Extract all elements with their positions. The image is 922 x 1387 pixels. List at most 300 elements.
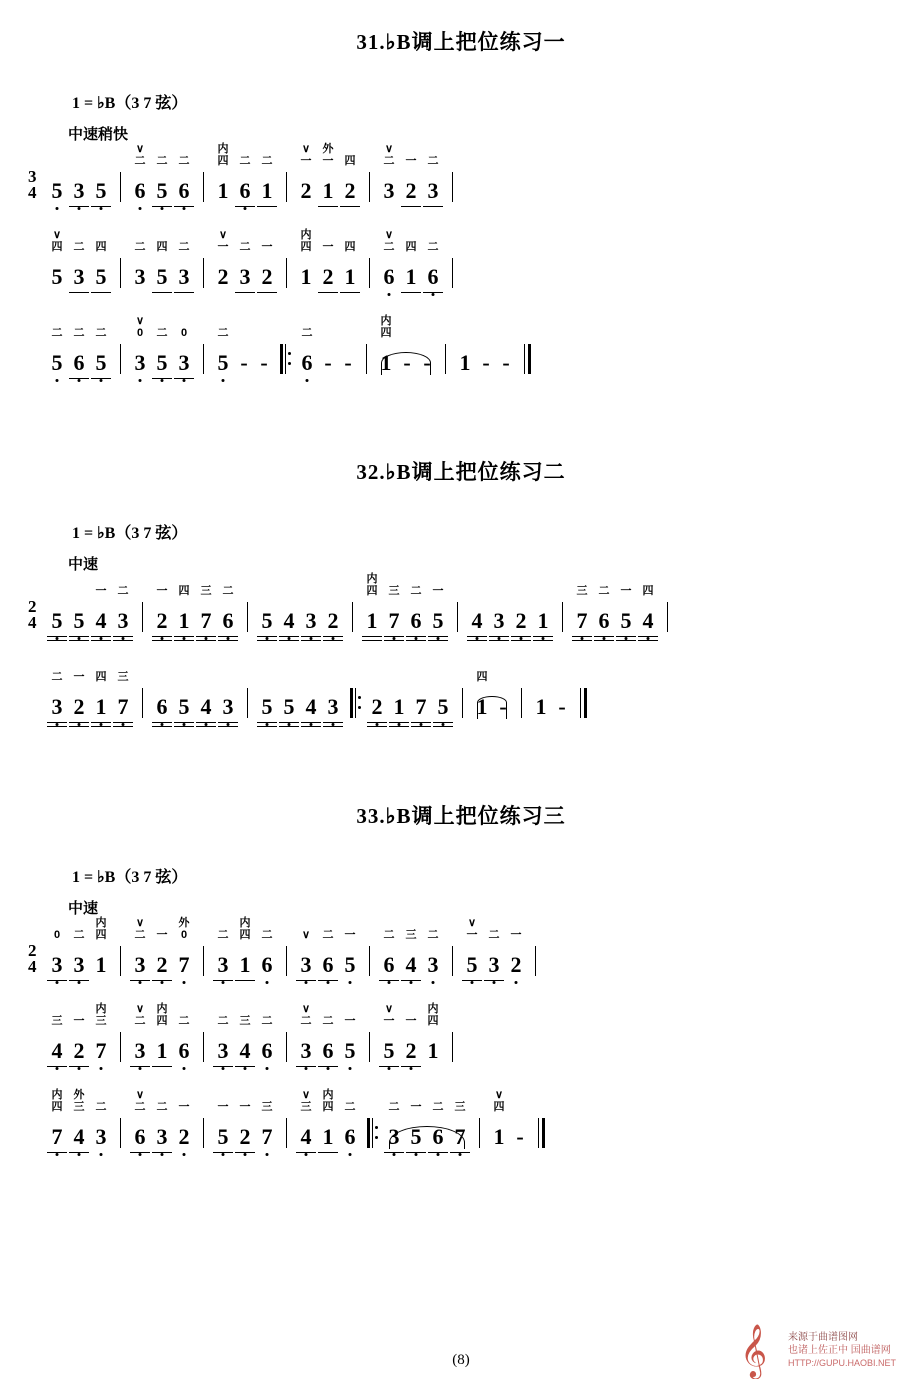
measure (129, 315, 195, 376)
note-glyph: 7 (200, 608, 212, 633)
fingering-mark: 二 (598, 585, 610, 597)
note (90, 1101, 112, 1150)
barline (203, 172, 204, 202)
note-glyph: 6 (239, 178, 251, 203)
measure (151, 585, 239, 634)
note (173, 241, 195, 290)
note (151, 1003, 173, 1064)
note-glyph: 5 (383, 1038, 395, 1063)
fingering-mark: 一 (178, 1101, 190, 1113)
fingering-mark: 二 (261, 929, 273, 941)
fingering-mark: ∨ (135, 1089, 145, 1101)
measure (530, 694, 572, 720)
fingering-mark: 一 (217, 1101, 229, 1113)
note (212, 229, 234, 290)
note-glyph: 3 (134, 264, 146, 289)
fingering-mark: 一 (432, 585, 444, 597)
staff-line (0, 1089, 922, 1150)
note-glyph: 5 (95, 350, 107, 375)
note (530, 694, 552, 720)
note (90, 1003, 112, 1064)
note (68, 241, 90, 290)
fingering-mark: 四 (217, 155, 229, 167)
note (46, 671, 68, 720)
note (466, 608, 488, 634)
note-glyph: 6 (261, 952, 273, 977)
note-glyph: 2 (73, 1038, 85, 1063)
barline (203, 1118, 204, 1148)
note (454, 350, 476, 376)
note-glyph: 5 (437, 694, 449, 719)
barline (286, 1032, 287, 1062)
note-glyph: 5 (73, 608, 85, 633)
note-glyph: 5 (156, 350, 168, 375)
fingering-mark: 内 (95, 917, 107, 929)
score-section (0, 456, 922, 766)
note-glyph: 4 (200, 694, 212, 719)
barline (203, 344, 204, 374)
note (378, 1003, 400, 1064)
time-signature (28, 164, 44, 204)
note-glyph: 6 (427, 264, 439, 289)
fingering-mark: ∨ (494, 1089, 504, 1101)
note-glyph: 6 (322, 952, 334, 977)
note-glyph: 5 (217, 1124, 229, 1149)
fingering-mark: ∨ (218, 229, 228, 241)
note (173, 327, 195, 376)
measure (129, 1089, 195, 1150)
note-dash: - (516, 1124, 524, 1149)
note (295, 143, 317, 204)
note-glyph: 2 (73, 694, 85, 719)
note (90, 585, 112, 634)
note (400, 241, 422, 290)
note-glyph: 3 (178, 264, 190, 289)
staff-gap (0, 720, 922, 748)
staff-gap (0, 634, 922, 662)
note (488, 608, 510, 634)
fingering-mark: 二 (222, 585, 234, 597)
measure (378, 1003, 444, 1064)
note (300, 608, 322, 634)
note (129, 241, 151, 290)
key-signature: 1 = ♭B（3 7 弦） (72, 525, 188, 542)
note-glyph: 6 (261, 1038, 273, 1063)
barline (142, 602, 143, 632)
measure (46, 671, 134, 720)
note-glyph: 1 (322, 1124, 334, 1149)
fingering-mark: 二 (178, 1015, 190, 1027)
note (68, 1015, 90, 1064)
note-glyph: 1 (344, 264, 356, 289)
note-glyph: 7 (454, 1124, 466, 1149)
note-glyph: 1 (366, 608, 378, 633)
fingering-mark: 一 (383, 1015, 395, 1027)
note-glyph: 3 (95, 1124, 107, 1149)
note-glyph: 2 (156, 952, 168, 977)
note (68, 608, 90, 634)
note (615, 585, 637, 634)
fingering-mark: ∨ (301, 929, 311, 941)
note-glyph: 3 (51, 952, 63, 977)
barline (247, 688, 248, 718)
note-glyph: 5 (466, 952, 478, 977)
fingering-mark: 二 (432, 1101, 444, 1113)
time-signature (28, 938, 44, 978)
note (234, 241, 256, 290)
tempo-marking: 中速 (68, 900, 99, 917)
measure (129, 241, 195, 290)
note-glyph: 1 (535, 694, 547, 719)
note-glyph: 3 (134, 952, 146, 977)
fingering-mark: 一 (410, 1101, 422, 1113)
staff-line (0, 662, 922, 720)
measure (375, 315, 437, 376)
fingering-mark: 三 (261, 1101, 273, 1113)
time-signature-numerator: 2 (28, 597, 37, 616)
note-glyph: 3 (383, 178, 395, 203)
fingering-mark: 三 (388, 585, 400, 597)
barline (120, 258, 121, 288)
measure (46, 917, 112, 978)
note-glyph: 1 (393, 694, 405, 719)
note (461, 917, 483, 978)
measure (212, 229, 278, 290)
note-dash: - (324, 350, 332, 375)
note (339, 1101, 361, 1150)
note (422, 929, 444, 978)
note (46, 929, 68, 978)
watermark-line-3: HTTP://GUPU.HAOBI.NET (788, 1358, 897, 1368)
fingering-mark: 二 (410, 585, 422, 597)
staff-line (0, 315, 922, 376)
note-glyph: 5 (217, 350, 229, 375)
watermark-line-2: 也诸上佐正中 国曲谱网 (788, 1345, 891, 1356)
note (129, 1003, 151, 1064)
fingering-mark: 二 (178, 241, 190, 253)
fingering-mark: ∨ (301, 143, 311, 155)
fingering-mark: 四 (493, 1101, 505, 1113)
note (256, 929, 278, 978)
note (488, 1089, 510, 1150)
fingering-mark: 二 (134, 929, 146, 941)
note-glyph: 6 (344, 1124, 356, 1149)
measure (378, 229, 444, 290)
fingering-mark: 内 (239, 917, 251, 929)
fingering-mark: 四 (95, 241, 107, 253)
barline (452, 946, 453, 976)
note (532, 608, 554, 634)
note (90, 917, 112, 978)
fingering-mark: 三 (405, 929, 417, 941)
note (212, 1101, 234, 1150)
note-glyph: 3 (427, 952, 439, 977)
fingering-mark: 二 (134, 1015, 146, 1027)
measure (256, 694, 344, 720)
fingering-mark: 二 (322, 929, 334, 941)
fingering-mark: 一 (344, 1015, 356, 1027)
note (234, 1015, 256, 1064)
sheet-music-page (0, 26, 922, 1387)
note (296, 327, 318, 376)
note (151, 155, 173, 204)
fingering-mark: 三 (200, 585, 212, 597)
barline (286, 172, 287, 202)
fingering-mark: 四 (380, 327, 392, 339)
fingering-mark: 二 (427, 241, 439, 253)
note-glyph: 1 (95, 694, 107, 719)
staff-gap (0, 290, 922, 318)
barline (203, 1032, 204, 1062)
key-signature: 1 = ♭B（3 7 弦） (72, 869, 188, 886)
note-glyph: 2 (515, 608, 527, 633)
note (234, 1101, 256, 1150)
note (217, 585, 239, 634)
fingering-mark: 内 (156, 1003, 168, 1015)
note-glyph: 5 (283, 694, 295, 719)
measure (454, 350, 516, 376)
note (339, 155, 361, 204)
repeat-sign (280, 344, 290, 374)
note (637, 585, 659, 634)
measure (295, 229, 361, 290)
note-glyph: 2 (405, 1038, 417, 1063)
note (90, 178, 112, 204)
measure (256, 608, 344, 634)
note-glyph: 6 (156, 694, 168, 719)
note-glyph: 2 (371, 694, 383, 719)
measure (212, 917, 278, 978)
fingering-mark: 二 (488, 929, 500, 941)
note (322, 694, 344, 720)
fingering-mark: 四 (322, 1101, 334, 1113)
note-dash: - (499, 694, 507, 719)
note (195, 694, 217, 720)
staff-row (0, 573, 922, 634)
note (405, 585, 427, 634)
score-content (0, 26, 922, 1196)
note (90, 671, 112, 720)
barline (352, 602, 353, 632)
note-glyph: 5 (344, 1038, 356, 1063)
fingering-mark: 内 (217, 143, 229, 155)
fingering-mark: 二 (261, 1015, 273, 1027)
note-glyph: 7 (51, 1124, 63, 1149)
measure (488, 1089, 530, 1150)
note (383, 585, 405, 634)
note-glyph: 3 (134, 1038, 146, 1063)
fingering-mark: 二 (427, 929, 439, 941)
note-glyph: 1 (405, 264, 417, 289)
key-signature: 1 = ♭B（3 7 弦） (72, 95, 188, 112)
note-glyph: 5 (261, 694, 273, 719)
fingering-mark: ∨ (135, 917, 145, 929)
barline (369, 1032, 370, 1062)
note (295, 1003, 317, 1064)
fingering-mark: 二 (117, 585, 129, 597)
note (173, 694, 195, 720)
fingering-mark: 内 (427, 1003, 439, 1015)
note-glyph: 3 (178, 350, 190, 375)
section-title: 33.♭B调上把位练习三 (356, 804, 566, 828)
note-glyph: 2 (322, 264, 334, 289)
note (400, 929, 422, 978)
fingering-mark: 一 (405, 1015, 417, 1027)
barline (366, 344, 367, 374)
time-signature (28, 594, 44, 634)
fingering-mark: 一 (322, 155, 334, 167)
measure (212, 1015, 278, 1064)
note-glyph: 1 (300, 264, 312, 289)
note-glyph: 4 (300, 1124, 312, 1149)
note-glyph: 2 (156, 608, 168, 633)
note (212, 1015, 234, 1064)
note-glyph: 2 (344, 178, 356, 203)
fingering-mark: 0 (136, 327, 144, 339)
note (317, 929, 339, 978)
staff-row (0, 662, 922, 720)
note (256, 155, 278, 204)
note-glyph: 7 (576, 608, 588, 633)
note-glyph: 4 (73, 1124, 85, 1149)
fingering-mark: 二 (51, 327, 63, 339)
measure (295, 1003, 361, 1064)
note-glyph: 4 (95, 608, 107, 633)
note-glyph: 2 (300, 178, 312, 203)
note (68, 1089, 90, 1150)
fingering-mark: 四 (476, 671, 488, 683)
barline (445, 344, 446, 374)
barline (286, 258, 287, 288)
note (256, 608, 278, 634)
note (46, 229, 68, 290)
fingering-mark: ∨ (135, 1003, 145, 1015)
note-glyph: 2 (327, 608, 339, 633)
note (432, 694, 454, 720)
note-glyph: 6 (134, 1124, 146, 1149)
fingering-mark: 一 (510, 929, 522, 941)
note-dash: - (344, 350, 352, 375)
note (173, 917, 195, 978)
measure (212, 143, 278, 204)
fingering-mark: 二 (383, 929, 395, 941)
note-glyph: 5 (156, 264, 168, 289)
note-glyph: 1 (239, 952, 251, 977)
page-number: (8) (452, 1352, 470, 1368)
measure (212, 1101, 278, 1150)
note-glyph: 6 (383, 264, 395, 289)
time-signature-numerator: 2 (28, 941, 37, 960)
note-glyph: 1 (156, 1038, 168, 1063)
fingering-mark: 四 (51, 1101, 63, 1113)
fingering-mark: 二 (300, 1015, 312, 1027)
fingering-mark: 一 (344, 929, 356, 941)
fingering-mark: 四 (95, 929, 107, 941)
staff-row (0, 917, 922, 978)
barline (203, 258, 204, 288)
fingering-mark: 三 (454, 1101, 466, 1113)
note (400, 155, 422, 204)
note-glyph: 2 (239, 1124, 251, 1149)
note (212, 327, 234, 376)
note (68, 327, 90, 376)
fingering-mark: 四 (95, 671, 107, 683)
fingering-mark: 二 (156, 155, 168, 167)
barline (120, 1118, 121, 1148)
fingering-mark: 一 (405, 155, 417, 167)
note-glyph: 3 (300, 952, 312, 977)
staff-row (0, 1003, 922, 1064)
fingering-mark: ∨ (384, 229, 394, 241)
note (295, 229, 317, 290)
note (510, 608, 532, 634)
barline (286, 1118, 287, 1148)
note (295, 929, 317, 978)
fingering-mark: 二 (388, 1101, 400, 1113)
note-glyph: 5 (344, 952, 356, 977)
note-glyph: 5 (432, 608, 444, 633)
fingering-mark: 一 (322, 241, 334, 253)
note-glyph: 4 (471, 608, 483, 633)
note-glyph: 7 (415, 694, 427, 719)
staff-line (0, 143, 922, 204)
note-glyph: 4 (239, 1038, 251, 1063)
measure (212, 327, 274, 376)
note (90, 241, 112, 290)
repeat-sign (367, 1118, 377, 1148)
fingering-mark: 四 (51, 241, 63, 253)
note-glyph: 1 (261, 178, 273, 203)
measure (295, 143, 361, 204)
fingering-mark: 三 (73, 1101, 85, 1113)
note-dash: - (403, 350, 411, 375)
fingering-mark: 二 (95, 327, 107, 339)
final-barline (524, 344, 532, 374)
watermark (734, 1323, 914, 1379)
note-glyph: 6 (134, 178, 146, 203)
note-glyph: 3 (493, 608, 505, 633)
measure (46, 178, 112, 204)
note (366, 694, 388, 720)
note-glyph: 3 (427, 178, 439, 203)
note-glyph: 5 (51, 608, 63, 633)
measure (129, 917, 195, 978)
note (505, 929, 527, 978)
fingering-mark: 四 (156, 1015, 168, 1027)
note (400, 1015, 422, 1064)
fingering-mark: 二 (383, 155, 395, 167)
note-glyph: 6 (178, 1038, 190, 1063)
fingering-mark: ∨ (467, 917, 477, 929)
fingering-mark: 一 (300, 155, 312, 167)
note (46, 1015, 68, 1064)
fingering-mark: 四 (405, 241, 417, 253)
barline (286, 946, 287, 976)
section-title: 32.♭B调上把位练习二 (356, 460, 566, 484)
measure (46, 585, 134, 634)
note-glyph: 1 (459, 350, 471, 375)
note (195, 585, 217, 634)
fingering-mark: ∨ (52, 229, 62, 241)
staff-row (0, 315, 922, 376)
tie-arc (477, 696, 507, 719)
note (129, 1089, 151, 1150)
note (378, 229, 400, 290)
note-glyph: 1 (178, 608, 190, 633)
fingering-mark: 一 (239, 1101, 251, 1113)
fingering-mark: 三 (576, 585, 588, 597)
note-glyph: 6 (178, 178, 190, 203)
